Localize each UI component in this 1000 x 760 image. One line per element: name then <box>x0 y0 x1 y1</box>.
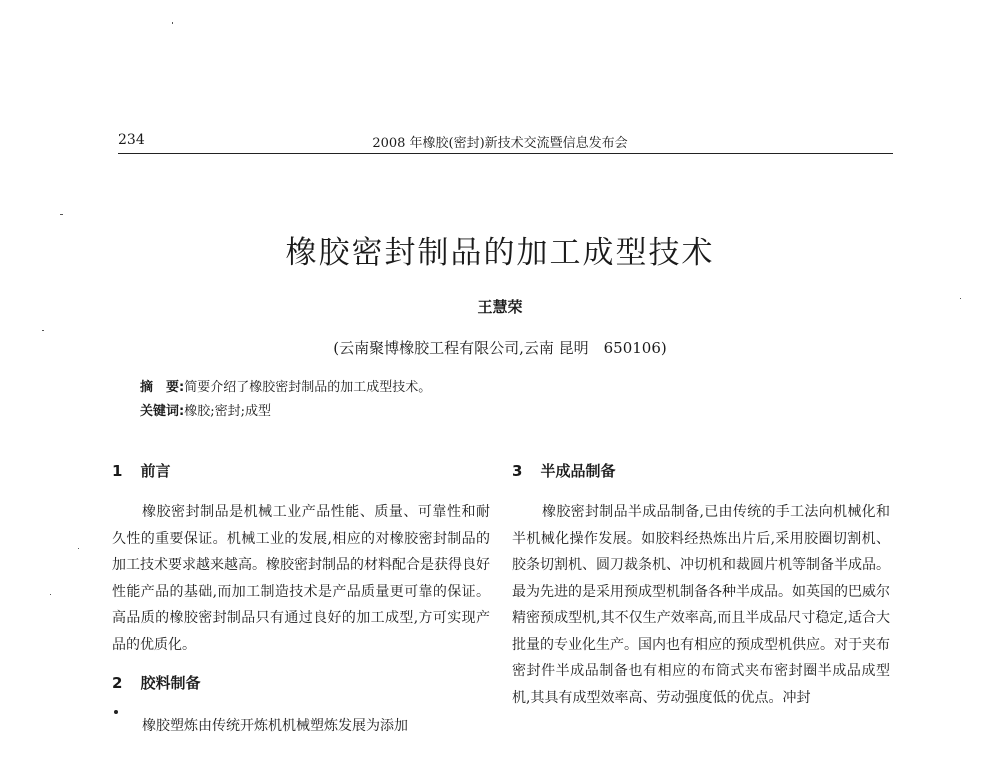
section-3-number: 3 <box>512 462 523 480</box>
section-3-paragraph: 橡胶密封制品半成品制备,已由传统的手工法向机械化和半机械化操作发展。如胶料经热炼出片后,采用胶圈切割机、胶条切割机、圆刀裁条机、冲切机和裁圆片机等制备半成品。最为先进的是采用预成型机制备各种半成品。如英国的巴威尔精密预成型机,其不仅生产效率高,而且半成品尺寸稳定,适合大批量的专业化生产。国内也有相应的预成型机供应。对于夹布密封件半成品制备也有相应的布筒式夹布密封圈半成品成型机,其具有成型效率高、劳动强度低的优点。冲封 <box>512 504 890 706</box>
scan-speck <box>50 594 51 595</box>
author: 王慧荣 <box>477 298 523 316</box>
affiliation: (云南聚博橡胶工程有限公司,云南 昆明 650106) <box>333 339 667 357</box>
right-column <box>512 460 890 725</box>
stray-mark <box>112 699 490 713</box>
abstract-text: 简要介绍了橡胶密封制品的加工成型技术。 <box>184 380 432 395</box>
section-2-number: 2 <box>112 674 123 692</box>
scan-speck <box>78 548 79 549</box>
scan-speck <box>960 298 961 299</box>
keywords-label: 关键词: <box>140 404 185 419</box>
running-head: 2008 年橡胶(密封)新技术交流暨信息发布会 <box>372 136 628 151</box>
abstract-label: 摘 要: <box>140 380 185 395</box>
scan-speck <box>172 22 173 24</box>
section-1-heading <box>112 460 490 481</box>
section-1-paragraph: 橡胶密封制品是机械工业产品性能、质量、可靠性和耐久性的重要保证。机械工业的发展,相应的对橡胶密封制品的加工技术要求越来越高。橡胶密封制品的材料配合是获得良好性能产品的基础,而加工制造技术是产品质量更可靠的保证。高品质的橡胶密封制品只有通过良好的加工成型,方可实现产品的优质化。 <box>112 504 490 653</box>
section-3-title: 半成品制备 <box>540 462 616 480</box>
section-2-title: 胶料制备 <box>140 674 201 692</box>
scan-speck <box>42 330 44 331</box>
section-2-paragraph: 橡胶塑炼由传统开炼机机械塑炼发展为添加 <box>142 718 408 734</box>
article-title: 橡胶密封制品的加工成型技术 <box>285 235 715 271</box>
section-1-title: 前言 <box>140 462 171 480</box>
scan-speck <box>60 214 63 215</box>
section-2-heading <box>112 672 490 693</box>
section-3-heading <box>512 460 890 481</box>
page-number: 234 <box>118 132 145 148</box>
keywords <box>140 400 271 419</box>
section-1-number: 1 <box>112 462 123 480</box>
keywords-text: 橡胶;密封;成型 <box>184 404 271 419</box>
header-rule <box>118 153 893 154</box>
abstract <box>140 376 431 395</box>
left-column <box>112 460 490 754</box>
